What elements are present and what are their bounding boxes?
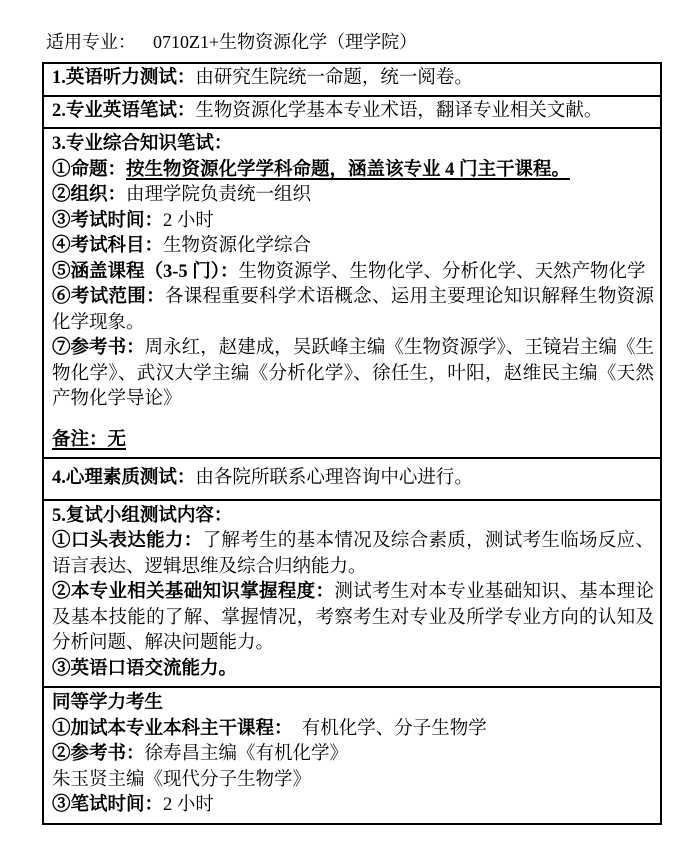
text-segment: 测试考生对本专业基础知识、基本理论及基本技能的了解、掌握情况，考察考生对专业及所学专业方向的认知及分析问题、解决问题能力。 — [52, 582, 654, 653]
text-segment: 徐寿昌主编《有机化学》 — [144, 744, 349, 764]
row-reexam-group-test-content — [44, 499, 660, 687]
text-line — [52, 793, 654, 819]
text-segment: ②组织： — [52, 185, 127, 205]
text-line — [52, 158, 654, 184]
row-english-listening-test — [44, 64, 660, 95]
text-line — [52, 717, 654, 743]
text-line — [52, 285, 654, 336]
text-line — [52, 657, 654, 683]
text-segment: 各课程重要科学术语概念、运用主要理论知识解释生物资源化学现象。 — [52, 287, 654, 333]
text-segment: ⑦参考书： — [52, 338, 145, 358]
text-line — [52, 336, 654, 413]
text-line — [52, 742, 654, 768]
text-line — [52, 132, 654, 158]
text-line — [52, 66, 654, 92]
text-segment: 由理学院负责统一组织 — [126, 185, 312, 205]
text-segment: 了解考生的基本情况及综合素质，测试考生临场反应、语言表达、逻辑思维及综合归纳能力。 — [52, 531, 654, 577]
text-line — [52, 691, 654, 717]
text-segment: ②参考书： — [52, 744, 145, 764]
applicable-major-label: 适用专业： — [46, 32, 136, 52]
text-segment: 由研究生院统一命题，统一阅卷。 — [195, 68, 473, 88]
applicable-major-value: 0710Z1+生物资源化学（理学院） — [153, 32, 418, 52]
text-line — [52, 183, 654, 209]
text-segment: 同等学力考生 — [52, 693, 164, 713]
text-segment: 生物资源化学基本专业术语，翻译专业相关文献。 — [195, 100, 603, 121]
row-professional-comprehensive-knowledge-test — [44, 127, 660, 457]
text-segment: ⑥考试范围： — [52, 287, 165, 307]
text-segment: 5.复试小组测试内容： — [52, 505, 233, 526]
text-segment: 2.专业英语笔试： — [52, 100, 196, 121]
text-segment: ①加试本专业本科主干课程： — [52, 718, 284, 739]
row-psychological-quality-test — [44, 457, 660, 499]
text-segment: 备注：无 — [52, 429, 127, 450]
text-segment: 生物资源学、生物化学、分析化学、天然产物化学 — [238, 261, 646, 282]
text-line — [52, 209, 654, 235]
text-segment: ①口头表达能力： — [52, 531, 203, 551]
text-segment: ⑤涵盖课程（3-5 门）： — [52, 261, 239, 282]
text-segment: 3.专业综合知识笔试： — [52, 134, 233, 154]
text-segment: 生物资源化学综合 — [163, 236, 312, 256]
text-line — [52, 529, 654, 580]
text-segment: ③考试时间： — [52, 210, 164, 231]
row-equivalent-qualification-candidates — [44, 686, 660, 823]
text-line — [52, 580, 654, 657]
text-segment: ③英语口语交流能力。 — [52, 658, 238, 679]
text-segment: 4.心理素质测试： — [52, 468, 196, 488]
text-segment: ②本专业相关基础知识掌握程度： — [52, 582, 335, 602]
text-segment: 1.英语听力测试： — [52, 68, 196, 88]
text-line — [52, 768, 654, 794]
text-line — [52, 234, 654, 260]
text-segment: 由各院所联系心理咨询中心进行。 — [195, 468, 473, 488]
text-line — [52, 428, 654, 454]
text-segment: 周永红，赵建成，吴跃峰主编《生物资源学》、王镜岩主编《生物化学》、武汉大学主编《分析化学》、徐任生，叶阳，赵维民主编《天然产物化学导论》 — [52, 338, 654, 409]
exam-requirements-table — [42, 62, 662, 825]
applicable-major-line — [46, 30, 417, 54]
text-segment: 2 小时 — [163, 210, 214, 231]
text-line — [52, 260, 654, 286]
text-segment: 朱玉贤主编《现代分子生物学》 — [52, 769, 312, 790]
text-segment: 按生物资源化学学科命题，涵盖该专业 4 门主干课程。 — [126, 159, 571, 180]
text-segment: ③笔试时间： — [52, 795, 164, 815]
text-line — [52, 99, 654, 125]
row-professional-english-written-test — [44, 95, 660, 128]
text-segment: ①命题： — [52, 159, 127, 180]
text-segment: 2 小时 — [163, 795, 214, 815]
text-segment: ④考试科目： — [52, 236, 164, 256]
text-line — [52, 504, 654, 530]
text-line — [52, 466, 654, 492]
text-segment: 有机化学、分子生物学 — [283, 718, 487, 739]
